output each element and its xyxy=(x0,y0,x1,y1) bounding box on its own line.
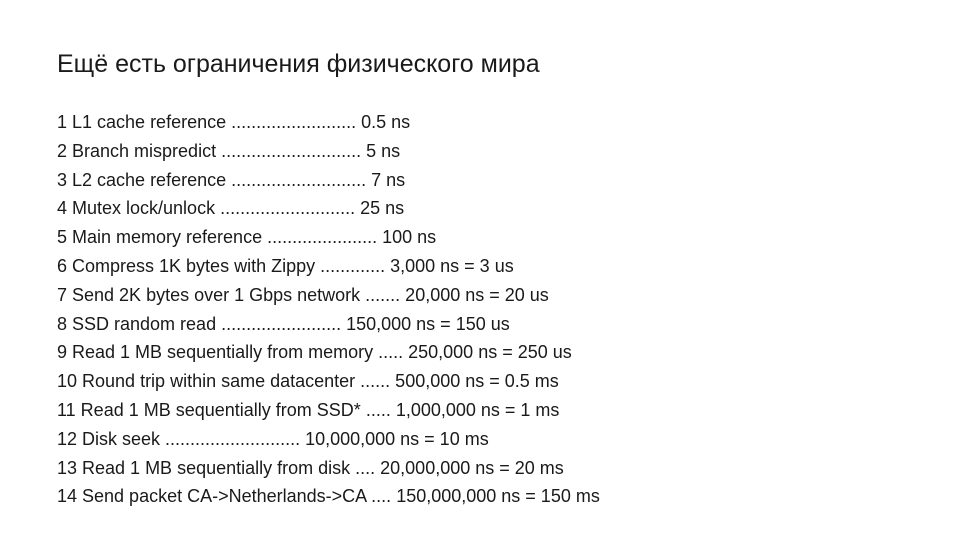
slide-title: Ещё есть ограничения физического мира xyxy=(57,50,540,78)
latency-line: 2 Branch mispredict ............................ 5 ns xyxy=(57,140,401,161)
latency-line: 13 Read 1 MB sequentially from disk .... 20,000,000 ns = 20 ms xyxy=(57,457,564,478)
latency-line: 5 Main memory reference ...................... 100 ns xyxy=(57,227,437,248)
latency-line: 3 L2 cache reference ........................... 7 ns xyxy=(57,169,406,190)
latency-line: 14 Send packet CA->Netherlands->CA .... 150,000,000 ns = 150 ms xyxy=(57,486,600,507)
latency-line: 8 SSD random read ........................ 150,000 ns = 150 us xyxy=(57,313,510,334)
latency-list xyxy=(57,108,600,511)
latency-line: 10 Round trip within same datacenter ...... 500,000 ns = 0.5 ms xyxy=(57,371,559,392)
latency-line: 6 Compress 1K bytes with Zippy ............. 3,000 ns = 3 us xyxy=(57,255,514,276)
latency-line: 12 Disk seek ........................... 10,000,000 ns = 10 ms xyxy=(57,428,489,449)
latency-line: 9 Read 1 MB sequentially from memory ..... 250,000 ns = 250 us xyxy=(57,342,572,363)
latency-line: 4 Mutex lock/unlock ........................... 25 ns xyxy=(57,198,405,219)
latency-line: 11 Read 1 MB sequentially from SSD* ..... 1,000,000 ns = 1 ms xyxy=(57,399,560,420)
latency-line: 7 Send 2K bytes over 1 Gbps network ....... 20,000 ns = 20 us xyxy=(57,284,549,305)
latency-line: 1 L1 cache reference ......................... 0.5 ns xyxy=(57,112,411,132)
